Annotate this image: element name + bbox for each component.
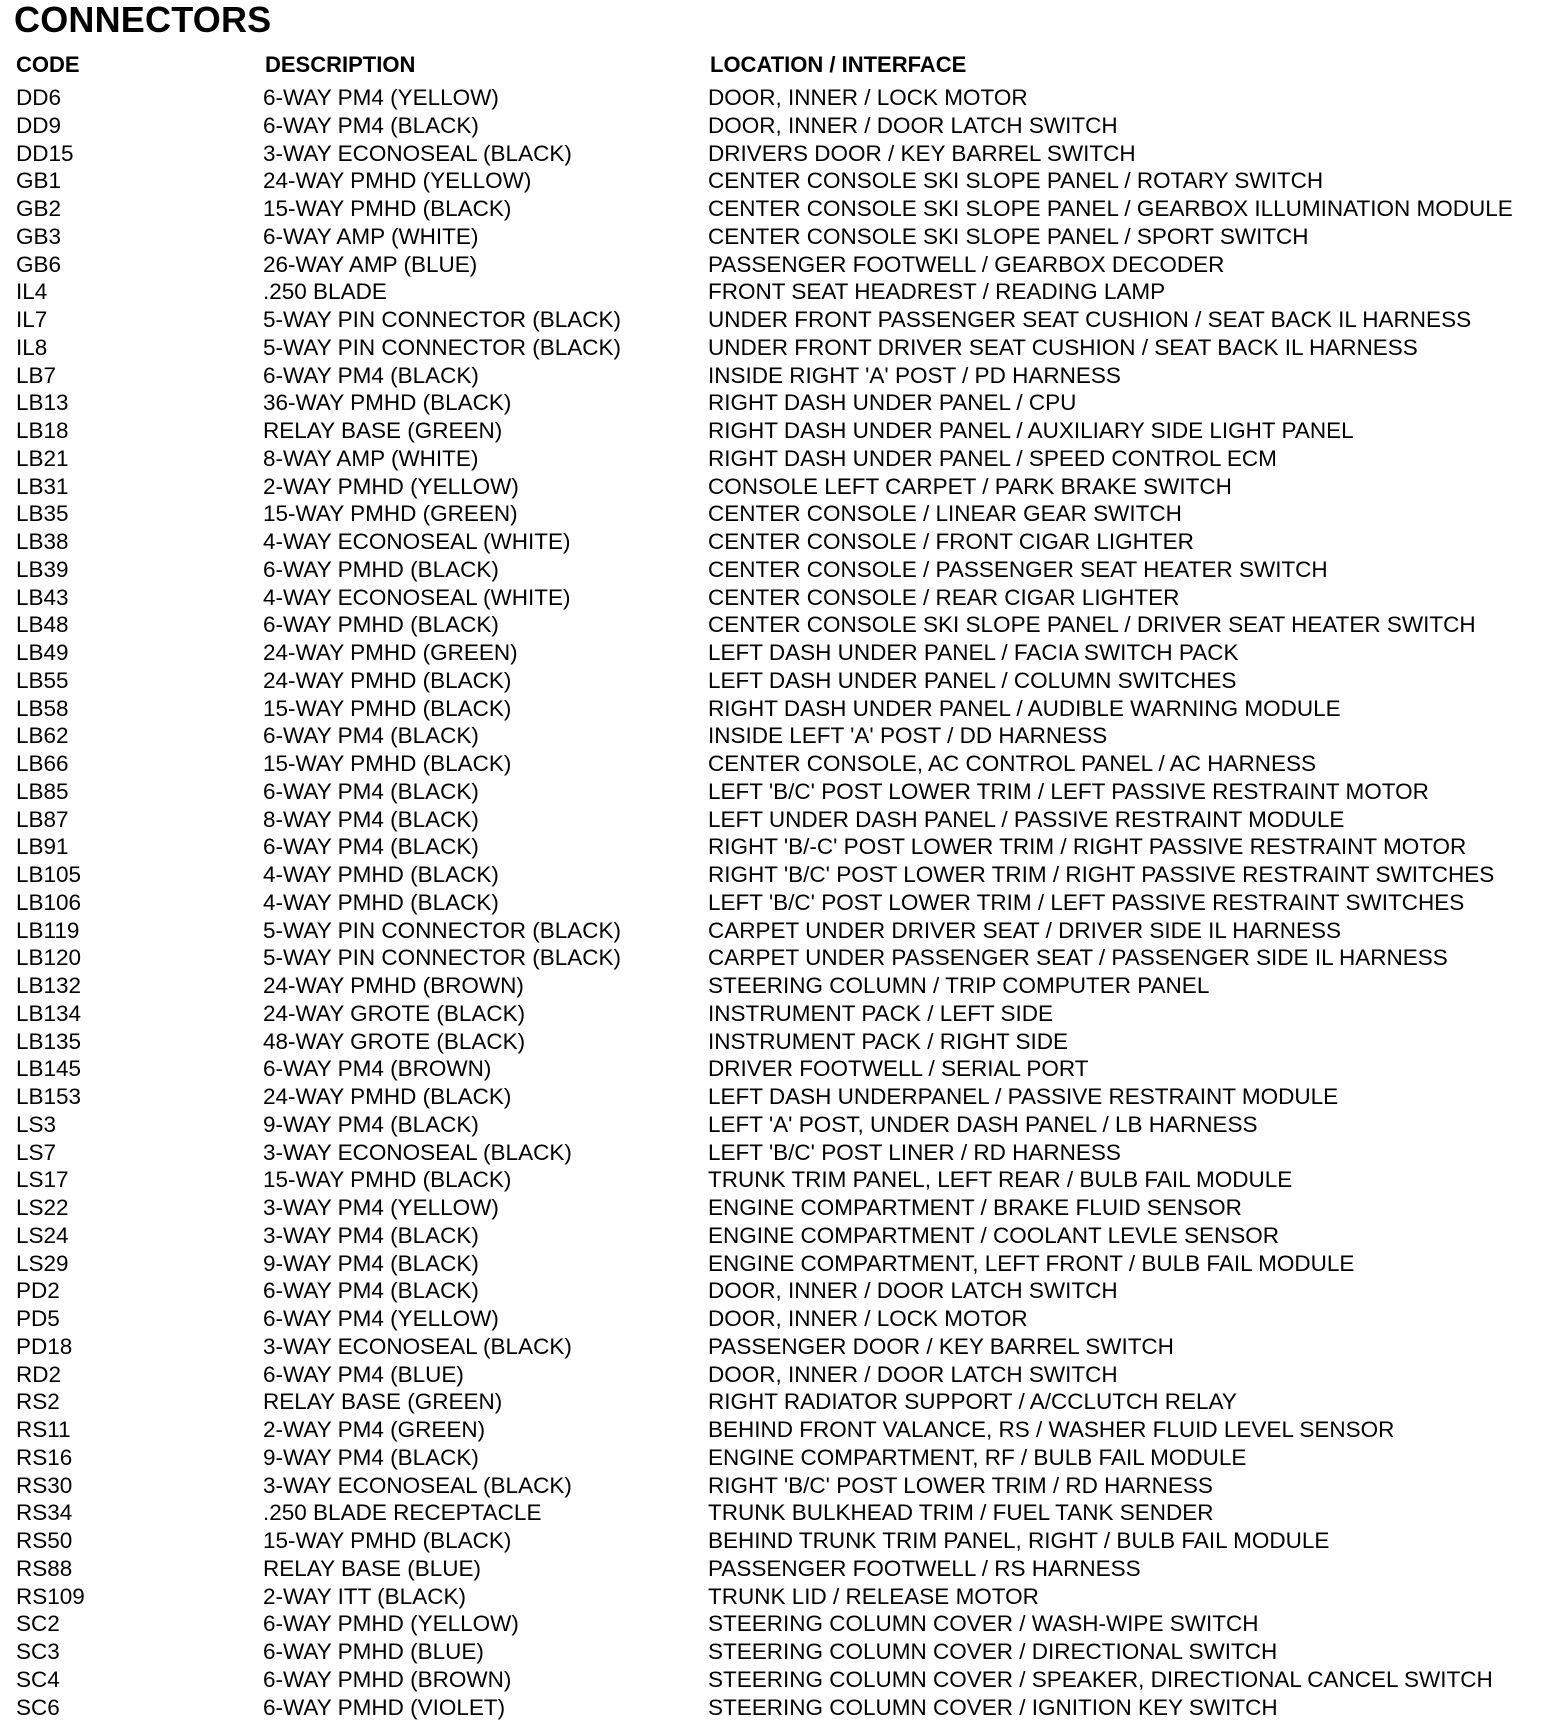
cell-code: IL7 [16, 307, 48, 332]
cell-code: RS50 [16, 1528, 73, 1553]
table-row [0, 1499, 1552, 1527]
table-row [0, 1610, 1552, 1638]
table-row [0, 1305, 1552, 1333]
cell-code: LS3 [16, 1111, 57, 1137]
cell-code: LB153 [16, 1084, 82, 1109]
cell-location: RIGHT DASH UNDER PANEL / CPU [708, 390, 1077, 416]
table-row [0, 1194, 1552, 1222]
cell-code: LB134 [16, 1000, 82, 1026]
cell-location: CENTER CONSOLE / LINEAR GEAR SWITCH [708, 501, 1182, 527]
cell-description: 24-WAY PMHD (BLACK) [263, 667, 512, 693]
cell-location: CONSOLE LEFT CARPET / PARK BRAKE SWITCH [708, 473, 1232, 499]
table-row [0, 1694, 1552, 1722]
cell-code: RS109 [16, 1583, 85, 1609]
cell-description: 6-WAY PMHD (BLACK) [263, 556, 499, 582]
cell-description: 15-WAY PMHD (BLACK) [263, 1528, 512, 1553]
cell-code: LB18 [16, 418, 69, 443]
cell-location: TRUNK LID / RELEASE MOTOR [708, 1583, 1039, 1609]
table-row [0, 1333, 1552, 1361]
table-row [0, 1472, 1552, 1500]
cell-description: 6-WAY AMP (WHITE) [263, 223, 479, 249]
table-row [0, 84, 1552, 112]
cell-code: LB91 [16, 834, 69, 860]
cell-code: RS88 [16, 1555, 73, 1581]
cell-description: 2-WAY ITT (BLACK) [263, 1583, 466, 1609]
cell-location: CENTER CONSOLE / FRONT CIGAR LIGHTER [708, 529, 1194, 554]
cell-description: RELAY BASE (GREEN) [263, 1389, 503, 1415]
cell-code: LB135 [16, 1028, 82, 1054]
table-row [0, 1555, 1552, 1583]
table-row [0, 944, 1552, 972]
connector-table [0, 84, 1552, 1721]
cell-description: 24-WAY PMHD (GREEN) [263, 640, 518, 665]
cell-code: RD2 [16, 1361, 62, 1387]
table-row [0, 362, 1552, 390]
cell-description: 36-WAY PMHD (BLACK) [263, 390, 512, 416]
cell-description: 6-WAY PM4 (BROWN) [263, 1056, 492, 1082]
table-row [0, 833, 1552, 861]
table-row [0, 278, 1552, 306]
cell-code: LB145 [16, 1056, 82, 1082]
cell-code: SC4 [16, 1666, 60, 1692]
table-row [0, 806, 1552, 834]
cell-code: GB6 [16, 251, 62, 277]
cell-code: LB38 [16, 529, 69, 554]
cell-description: 6-WAY PMHD (BLACK) [263, 612, 499, 638]
cell-location: INSTRUMENT PACK / RIGHT SIDE [708, 1028, 1069, 1054]
cell-description: 6-WAY PMHD (VIOLET) [263, 1694, 506, 1720]
cell-location: CENTER CONSOLE SKI SLOPE PANEL / DRIVER SEAT HEATER SWITCH [708, 612, 1476, 638]
cell-description: 24-WAY PMHD (BLACK) [263, 1084, 512, 1109]
cell-code: IL4 [16, 279, 48, 305]
cell-description: 24-WAY PMHD (BROWN) [263, 973, 524, 998]
cell-location: CENTER CONSOLE SKI SLOPE PANEL / GEARBOX ILLUMINATION MODULE [708, 196, 1513, 221]
column-header-code: CODE [16, 52, 80, 77]
cell-description: .250 BLADE [263, 279, 387, 305]
cell-description: .250 BLADE RECEPTACLE [263, 1500, 542, 1526]
table-row [0, 889, 1552, 917]
cell-location: FRONT SEAT HEADREST / READING LAMP [708, 279, 1166, 305]
table-row [0, 1139, 1552, 1167]
table-row [0, 140, 1552, 168]
table-row [0, 417, 1552, 445]
table-row [0, 1361, 1552, 1389]
cell-code: SC6 [16, 1694, 60, 1720]
cell-code: LB132 [16, 973, 82, 998]
cell-description: 6-WAY PM4 (BLACK) [263, 723, 479, 749]
table-row [0, 306, 1552, 334]
cell-location: ENGINE COMPARTMENT, LEFT FRONT / BULB FAIL MODULE [708, 1250, 1355, 1276]
table-row [0, 861, 1552, 889]
cell-code: LS29 [16, 1250, 69, 1276]
cell-location: STEERING COLUMN COVER / WASH-WIPE SWITCH [708, 1611, 1259, 1637]
cell-location: RIGHT DASH UNDER PANEL / AUDIBLE WARNING MODULE [708, 695, 1341, 721]
table-row [0, 750, 1552, 778]
cell-description: 6-WAY PM4 (BLACK) [263, 362, 479, 388]
cell-location: CENTER CONSOLE, AC CONTROL PANEL / AC HARNESS [708, 751, 1317, 776]
cell-location: DOOR, INNER / DOOR LATCH SWITCH [708, 112, 1118, 138]
cell-code: LB21 [16, 445, 69, 471]
table-row [0, 917, 1552, 945]
cell-location: INSIDE LEFT 'A' POST / DD HARNESS [708, 723, 1108, 749]
table-row [0, 223, 1552, 251]
table-row [0, 1388, 1552, 1416]
cell-code: LB87 [16, 806, 69, 832]
table-row [0, 1638, 1552, 1666]
cell-description: 4-WAY PMHD (BLACK) [263, 862, 499, 887]
cell-code: GB2 [16, 196, 62, 221]
cell-description: 5-WAY PIN CONNECTOR (BLACK) [263, 307, 621, 332]
cell-code: RS30 [16, 1472, 73, 1498]
cell-code: IL8 [16, 334, 48, 360]
cell-code: LB43 [16, 584, 69, 610]
cell-description: 3-WAY PM4 (BLACK) [263, 1222, 479, 1248]
cell-location: DOOR, INNER / LOCK MOTOR [708, 85, 1028, 110]
cell-location: DOOR, INNER / DOOR LATCH SWITCH [708, 1361, 1118, 1387]
table-row [0, 167, 1552, 195]
cell-description: 6-WAY PM4 (BLACK) [263, 778, 479, 804]
cell-location: STEERING COLUMN / TRIP COMPUTER PANEL [708, 973, 1210, 998]
table-row [0, 972, 1552, 1000]
cell-code: LS24 [16, 1222, 69, 1248]
cell-location: ENGINE COMPARTMENT / BRAKE FLUID SENSOR [708, 1195, 1242, 1220]
cell-location: TRUNK TRIM PANEL, LEFT REAR / BULB FAIL MODULE [708, 1167, 1293, 1193]
table-row [0, 1444, 1552, 1472]
cell-code: DD15 [16, 140, 74, 166]
cell-location: STEERING COLUMN COVER / DIRECTIONAL SWITCH [708, 1639, 1278, 1664]
cell-description: 6-WAY PM4 (YELLOW) [263, 1306, 499, 1331]
cell-code: RS11 [16, 1417, 71, 1442]
cell-code: LB105 [16, 862, 82, 887]
cell-location: LEFT 'B/C' POST LOWER TRIM / LEFT PASSIVE RESTRAINT SWITCHES [708, 889, 1465, 915]
cell-description: 15-WAY PMHD (BLACK) [263, 1167, 512, 1193]
cell-code: LB66 [16, 751, 69, 776]
cell-code: LB7 [16, 362, 57, 388]
table-row [0, 251, 1552, 279]
table-row [0, 1000, 1552, 1028]
table-row [0, 584, 1552, 612]
page-title: CONNECTORS [14, 0, 272, 40]
cell-code: LS17 [16, 1167, 69, 1193]
cell-location: DOOR, INNER / LOCK MOTOR [708, 1306, 1028, 1331]
table-row [0, 1527, 1552, 1555]
column-header-description: DESCRIPTION [265, 52, 416, 77]
cell-description: 2-WAY PMHD (YELLOW) [263, 473, 519, 499]
table-row [0, 695, 1552, 723]
cell-description: 9-WAY PM4 (BLACK) [263, 1444, 479, 1470]
table-row [0, 1277, 1552, 1305]
cell-description: 6-WAY PM4 (BLACK) [263, 112, 479, 138]
table-row [0, 473, 1552, 501]
cell-description: 6-WAY PMHD (YELLOW) [263, 1611, 519, 1637]
table-row [0, 1583, 1552, 1611]
cell-location: RIGHT 'B/C' POST LOWER TRIM / RIGHT PASSIVE RESTRAINT SWITCHES [708, 862, 1495, 887]
table-row [0, 1083, 1552, 1111]
cell-location: CARPET UNDER DRIVER SEAT / DRIVER SIDE IL HARNESS [708, 917, 1342, 943]
table-row [0, 556, 1552, 584]
table-row [0, 1111, 1552, 1139]
cell-code: LB62 [16, 723, 69, 749]
cell-description: 8-WAY AMP (WHITE) [263, 445, 479, 471]
cell-location: LEFT DASH UNDER PANEL / FACIA SWITCH PACK [708, 640, 1239, 665]
cell-location: RIGHT 'B/C' POST LOWER TRIM / RD HARNESS [708, 1472, 1213, 1498]
table-row [0, 639, 1552, 667]
cell-code: LB35 [16, 501, 69, 527]
cell-location: TRUNK BULKHEAD TRIM / FUEL TANK SENDER [708, 1500, 1214, 1526]
cell-location: ENGINE COMPARTMENT, RF / BULB FAIL MODULE [708, 1444, 1247, 1470]
table-row [0, 1166, 1552, 1194]
cell-description: 15-WAY PMHD (BLACK) [263, 695, 512, 721]
cell-code: LB49 [16, 640, 69, 665]
cell-description: 3-WAY ECONOSEAL (BLACK) [263, 1139, 572, 1165]
cell-description: 24-WAY GROTE (BLACK) [263, 1000, 526, 1026]
table-row [0, 528, 1552, 556]
table-row [0, 500, 1552, 528]
cell-location: CARPET UNDER PASSENGER SEAT / PASSENGER SIDE IL HARNESS [708, 945, 1448, 971]
cell-location: LEFT UNDER DASH PANEL / PASSIVE RESTRAINT MODULE [708, 806, 1345, 832]
cell-location: DOOR, INNER / DOOR LATCH SWITCH [708, 1278, 1118, 1304]
cell-code: LB58 [16, 695, 69, 721]
table-row [0, 445, 1552, 473]
cell-code: LB48 [16, 612, 69, 638]
cell-code: LB120 [16, 945, 82, 971]
cell-code: LB55 [16, 667, 69, 693]
cell-description: 24-WAY PMHD (YELLOW) [263, 168, 532, 194]
cell-description: 8-WAY PM4 (BLACK) [263, 806, 479, 832]
table-row [0, 611, 1552, 639]
cell-location: CENTER CONSOLE SKI SLOPE PANEL / ROTARY SWITCH [708, 168, 1324, 194]
cell-code: GB1 [16, 168, 62, 194]
cell-description: 15-WAY PMHD (BLACK) [263, 196, 512, 221]
cell-location: INSIDE RIGHT 'A' POST / PD HARNESS [708, 362, 1121, 388]
table-row [0, 667, 1552, 695]
cell-code: LB13 [16, 390, 69, 416]
table-row [0, 722, 1552, 750]
cell-description: 4-WAY ECONOSEAL (WHITE) [263, 529, 571, 554]
cell-description: 2-WAY PM4 (GREEN) [263, 1417, 486, 1442]
cell-code: RS2 [16, 1389, 60, 1415]
cell-code: LB119 [16, 917, 80, 943]
cell-description: 4-WAY ECONOSEAL (WHITE) [263, 584, 571, 610]
cell-code: LS7 [16, 1139, 57, 1165]
cell-code: LB85 [16, 778, 69, 804]
cell-code: PD18 [16, 1333, 73, 1359]
cell-description: 5-WAY PIN CONNECTOR (BLACK) [263, 334, 621, 360]
cell-code: LS22 [16, 1195, 69, 1220]
cell-description: 4-WAY PMHD (BLACK) [263, 889, 499, 915]
cell-description: 48-WAY GROTE (BLACK) [263, 1028, 526, 1054]
cell-location: PASSENGER FOOTWELL / GEARBOX DECODER [708, 251, 1225, 277]
cell-code: RS34 [16, 1500, 73, 1526]
cell-description: 26-WAY AMP (BLUE) [263, 251, 478, 277]
cell-location: LEFT 'B/C' POST LINER / RD HARNESS [708, 1139, 1121, 1165]
table-row [0, 389, 1552, 417]
cell-description: 6-WAY PMHD (BROWN) [263, 1666, 512, 1692]
table-row [0, 334, 1552, 362]
table-row [0, 1250, 1552, 1278]
table-row [0, 195, 1552, 223]
table-row [0, 1028, 1552, 1056]
cell-description: 6-WAY PM4 (YELLOW) [263, 85, 499, 110]
cell-location: BEHIND FRONT VALANCE, RS / WASHER FLUID LEVEL SENSOR [708, 1417, 1395, 1442]
cell-location: LEFT DASH UNDERPANEL / PASSIVE RESTRAINT MODULE [708, 1084, 1339, 1109]
table-row [0, 1666, 1552, 1694]
cell-description: 3-WAY ECONOSEAL (BLACK) [263, 1472, 572, 1498]
cell-location: STEERING COLUMN COVER / SPEAKER, DIRECTIONAL CANCEL SWITCH [708, 1666, 1493, 1692]
cell-description: 3-WAY ECONOSEAL (BLACK) [263, 140, 572, 166]
cell-description: 6-WAY PM4 (BLUE) [263, 1361, 464, 1387]
table-row [0, 1055, 1552, 1083]
cell-location: PASSENGER FOOTWELL / RS HARNESS [708, 1555, 1141, 1581]
cell-location: BEHIND TRUNK TRIM PANEL, RIGHT / BULB FAIL MODULE [708, 1528, 1330, 1553]
cell-location: LEFT 'B/C' POST LOWER TRIM / LEFT PASSIVE RESTRAINT MOTOR [708, 778, 1429, 804]
cell-location: PASSENGER DOOR / KEY BARREL SWITCH [708, 1333, 1174, 1359]
cell-description: 9-WAY PM4 (BLACK) [263, 1111, 479, 1137]
cell-description: 3-WAY PM4 (YELLOW) [263, 1195, 499, 1220]
cell-code: PD5 [16, 1306, 60, 1331]
cell-location: CENTER CONSOLE / REAR CIGAR LIGHTER [708, 584, 1180, 610]
cell-code: GB3 [16, 223, 62, 249]
cell-code: SC3 [16, 1639, 60, 1664]
cell-code: RS16 [16, 1444, 73, 1470]
cell-location: UNDER FRONT PASSENGER SEAT CUSHION / SEAT BACK IL HARNESS [708, 307, 1472, 332]
cell-description: 6-WAY PM4 (BLACK) [263, 834, 479, 860]
cell-location: INSTRUMENT PACK / LEFT SIDE [708, 1000, 1054, 1026]
column-header-location: LOCATION / INTERFACE [710, 52, 967, 77]
cell-description: 5-WAY PIN CONNECTOR (BLACK) [263, 917, 621, 943]
cell-location: CENTER CONSOLE SKI SLOPE PANEL / SPORT SWITCH [708, 223, 1309, 249]
cell-location: LEFT DASH UNDER PANEL / COLUMN SWITCHES [708, 667, 1237, 693]
cell-description: 15-WAY PMHD (GREEN) [263, 501, 518, 527]
cell-description: 6-WAY PM4 (BLACK) [263, 1278, 479, 1304]
cell-location: STEERING COLUMN COVER / IGNITION KEY SWITCH [708, 1694, 1278, 1720]
cell-code: SC2 [16, 1611, 60, 1637]
table-row [0, 1416, 1552, 1444]
table-row [0, 778, 1552, 806]
cell-code: DD9 [16, 112, 62, 138]
cell-location: CENTER CONSOLE / PASSENGER SEAT HEATER SWITCH [708, 556, 1328, 582]
cell-code: LB106 [16, 889, 82, 915]
cell-location: RIGHT 'B/-C' POST LOWER TRIM / RIGHT PASSIVE RESTRAINT MOTOR [708, 834, 1467, 860]
cell-description: RELAY BASE (GREEN) [263, 418, 503, 443]
cell-description: 3-WAY ECONOSEAL (BLACK) [263, 1333, 572, 1359]
cell-location: LEFT 'A' POST, UNDER DASH PANEL / LB HARNESS [708, 1111, 1258, 1137]
cell-description: 15-WAY PMHD (BLACK) [263, 751, 512, 776]
cell-description: 9-WAY PM4 (BLACK) [263, 1250, 479, 1276]
cell-location: RIGHT DASH UNDER PANEL / AUXILIARY SIDE LIGHT PANEL [708, 418, 1354, 443]
cell-location: RIGHT RADIATOR SUPPORT / A/CCLUTCH RELAY [708, 1389, 1237, 1415]
cell-code: LB31 [16, 473, 69, 499]
cell-code: PD2 [16, 1278, 60, 1304]
cell-location: RIGHT DASH UNDER PANEL / SPEED CONTROL ECM [708, 445, 1277, 471]
cell-location: UNDER FRONT DRIVER SEAT CUSHION / SEAT BACK IL HARNESS [708, 334, 1418, 360]
cell-code: DD6 [16, 85, 62, 110]
cell-location: DRIVERS DOOR / KEY BARREL SWITCH [708, 140, 1136, 166]
cell-code: LB39 [16, 556, 69, 582]
cell-location: DRIVER FOOTWELL / SERIAL PORT [708, 1056, 1089, 1082]
cell-description: RELAY BASE (BLUE) [263, 1555, 482, 1581]
table-row [0, 112, 1552, 140]
cell-location: ENGINE COMPARTMENT / COOLANT LEVLE SENSOR [708, 1222, 1279, 1248]
table-row [0, 1222, 1552, 1250]
cell-description: 5-WAY PIN CONNECTOR (BLACK) [263, 945, 621, 971]
cell-description: 6-WAY PMHD (BLUE) [263, 1639, 484, 1664]
